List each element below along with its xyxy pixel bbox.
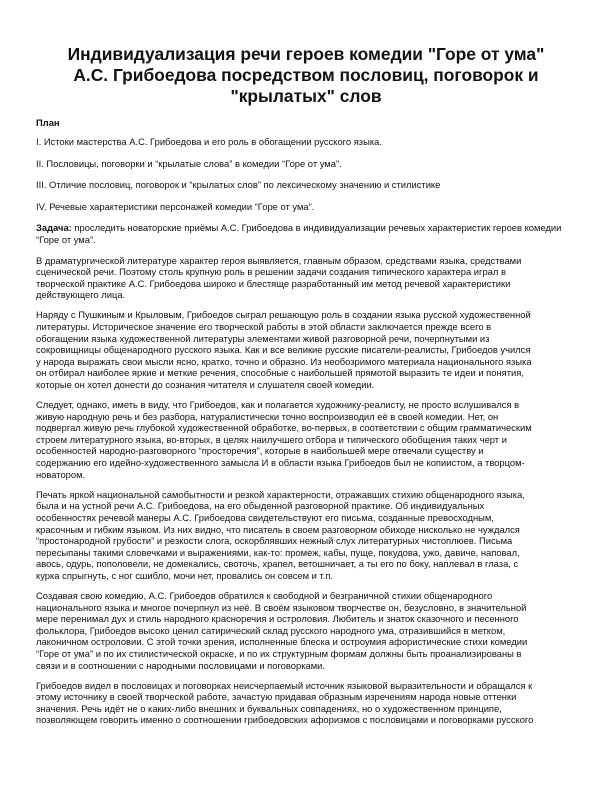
plan-list — [36, 136, 576, 212]
paragraph-line: строем литературного языка, во-вторых, в целях наилучшего отбора и типического обобщения таких черт и — [36, 433, 507, 445]
paragraph-line: пересыпаны такими словечками и выражениями, как-то: промеж, кабы, пуще, покудова, ужо, давиче, наповал, — [36, 546, 520, 558]
paragraph-line: этому источнику в своей творческой работе, зачастую придавая образным изречениям народа новые оттенки — [36, 691, 517, 703]
paragraph-line: “Горе от ума” и по их стилистической окраске, и по их структурным формам должны быть проанализированы в — [36, 647, 522, 659]
task-text: проследить новаторские приёмы А.С. Грибоедова в индивидуализации речевых характеристик героев комедии “Горе от ума”. — [36, 222, 562, 245]
paragraph-line: Наряду с Пушкиным и Крыловым, Грибоедов сыграл решающую роль в создании языка русской художественной — [36, 309, 531, 321]
title-line: Индивидуализация речи героев комедии "Горе от ума" — [67, 44, 545, 64]
paragraph-line: Печать яркой национальной самобытности и резкой характерности, отражавших стихию общенародного языка, — [36, 488, 525, 500]
plan-item: II. Пословицы, поговорки и “крылатые слова” в комедии “Горе от ума”. — [36, 157, 342, 169]
paragraph-line: у народа выражать свои мысли ясно, кратко, точно и образно. Из необозримого материала национального языка — [36, 355, 532, 367]
paragraph-line: авось, одурь, пополовели, не домекались, своточь, храпел, ветошничает, а ты его по боку, наплевал в глаза, с — [36, 558, 519, 570]
paragraph-line: которые он хотел донести до сознания читателя и слушателя своей комедии. — [36, 379, 375, 390]
paragraph-line: живую народную речь и без разбора, натуралистически точно воспроизводил её в своей комедии. Нет, он — [36, 410, 499, 422]
paragraph-line: была и на устной речи А.С. Грибоедова, на его обыденной разговорной практике. Об индивидуальных — [36, 500, 485, 512]
paragraph-line: творческой практике А.С. Грибоедова широко и блестяще разработанный им метод речевой характеристики — [36, 277, 511, 289]
body-paragraph — [36, 590, 576, 671]
plan-item: I. Истоки мастерства А.С. Грибоедова и его роль в обогащении русского языка. — [36, 136, 382, 147]
title-line: "крылатых" слов — [230, 86, 382, 106]
paragraph-line: курка спрыгнуть, с ног сшибло, мочи нет, провались он совсем и т.п. — [36, 569, 334, 581]
body-text — [36, 255, 576, 726]
paragraph-line: сокровищницы общенародного русского языка. Как и все великие русские писатели-реалисты, Грибоедов учился — [36, 344, 531, 356]
paragraph-line: значения. Речь идёт не о каких-либо внешних и буквальных совпадениях, но о художественном принципе, — [36, 702, 502, 714]
paragraph-line: фольклора, Грибоедов высоко ценил сатирический склад русского народного ума, отразившийся в метком, — [36, 624, 506, 636]
paragraph-line: особенностей народно-разговорного “просторечия”, которые в наибольшей мере отвечали существу и — [36, 445, 484, 457]
paragraph-line: позволяющем говорить именно о соотношении грибоедовских афоризмов с пословицами и поговорками русского — [36, 714, 534, 726]
paragraph-line: сценической речи. Поэтому столь крупную роль в решении задачи создания типического характера играл в — [36, 266, 506, 278]
plan-item: IV. Речевые характеристики персонажей комедии “Горе от ума”. — [36, 200, 315, 212]
paragraph-line: подвергал живую речь глубокой художественной обработке, во-первых, в соответствии с общим грамматическим — [36, 422, 532, 434]
paragraph-line: национального языка и многое почерпнул из неё. В своём языковом творчестве он, безусловно, в значительной — [36, 601, 527, 613]
task-statement — [36, 222, 576, 245]
title-line: А.С. Грибоедова посредством пословиц, поговорок и — [73, 65, 539, 85]
plan-heading: План — [36, 117, 60, 128]
paragraph-line: содержанию его идейно-художественного замысла И в области языка Грибоедов был не копиистом, а творцом- — [36, 457, 525, 469]
paragraph-line: “простонародной грубости” и резкости слога, оскорблявших нежный слух литературных чистоплюев. Письма — [36, 535, 513, 547]
body-paragraph — [36, 489, 576, 582]
paragraph-line: он отбирал наиболее яркие и меткие речения, способные с наибольшей прямотой выразить те идеи и понятия, — [36, 367, 524, 379]
body-paragraph — [36, 680, 576, 726]
task-label: Задача: — [36, 222, 72, 234]
paragraph-line: красочным и гибким языком. Из них видно, что писатель в своем разговорном обиходе нисколько не чуждался — [36, 523, 520, 535]
paragraph-line: особенностях речевой манеры А.С. Грибоедова свидетельствуют его письма, созданные превосходным, — [36, 511, 494, 523]
paragraph-line: Следует, однако, иметь в виду, что Грибоедов, как и полагается художнику-реалисту, не просто вслушивался в — [36, 399, 520, 411]
paragraph-line: литературы. Историческое значение его творческой работы в этой области заключается прежде всего в — [36, 321, 492, 333]
paragraph-line: связи и в соотношении с народными пословицами и поговорками. — [36, 659, 325, 671]
paragraph-line: новатором. — [36, 468, 86, 480]
body-paragraph — [36, 309, 576, 390]
body-paragraph — [36, 255, 576, 301]
paragraph-line: Создавая свою комедию, А.С. Грибоедов обратился к свободной и безграничной стихии общенародного — [36, 590, 493, 601]
paragraph-line: В драматургической литературе характер героя выявляется, главным образом, средствами языка, средствами — [36, 254, 522, 266]
paragraph-line: действующего лица. — [36, 289, 126, 301]
paragraph-line: мере перенимал дух и стиль народного красноречия и остроловия. Любитель и знаток сказочного и песенного — [36, 613, 519, 625]
paragraph-line: лаконичном остроловии. С этой точки зрения, исполненные блеска и остроумия афористические стихи комедии — [36, 636, 528, 648]
plan-item: III. Отличие пословиц, поговорок и “крылатых слов” по лексическому значению и стилистике — [36, 179, 441, 191]
body-paragraph — [36, 399, 576, 480]
paragraph-line: обогащении языка художественной литературы элементами живой разговорной речи, почерпнутыми из — [36, 332, 490, 344]
document-title — [36, 44, 576, 107]
paragraph-line: Грибоедов видел в пословицах и поговорках неисчерпаемый источник языковой выразительности и обращался к — [36, 679, 533, 691]
